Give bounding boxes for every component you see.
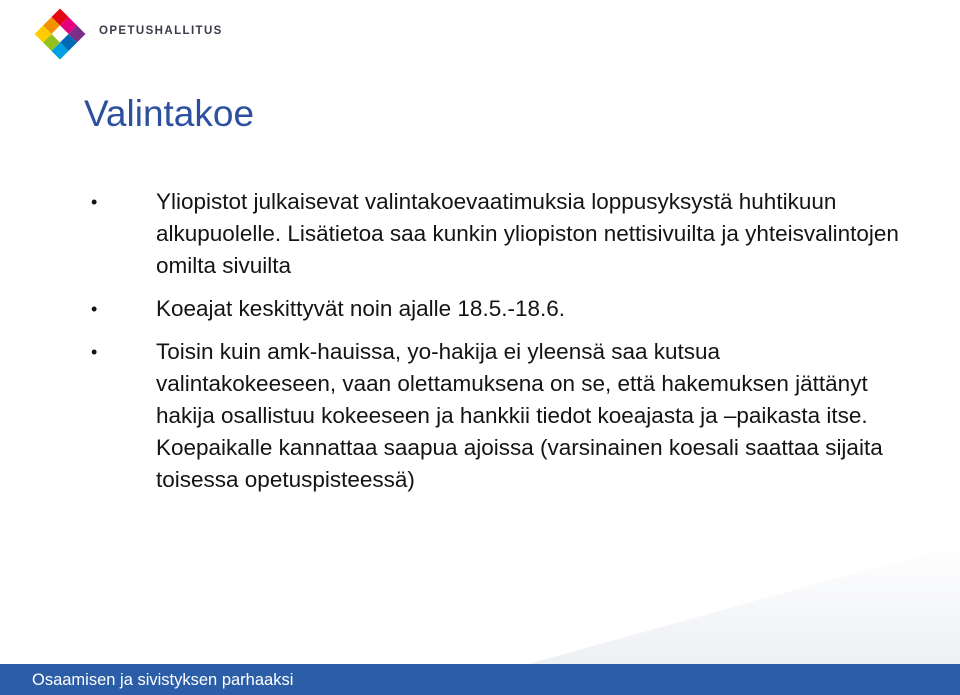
bullet-item: [0, 186, 960, 282]
logo: [32, 6, 88, 62]
bullet-list: [0, 186, 960, 507]
org-name: OPETUSHALLITUS: [99, 25, 223, 37]
bullet-text: Yliopistot julkaisevat valintakoevaatimuksia loppusyksystä huhtikuun alkupuolelle. Lisätietoa saa kunkin yliopiston nettisivuilta ja yhteisvalintojen omilta sivuilta: [156, 189, 899, 278]
bullet-dot: •: [91, 192, 98, 212]
bullet-text: Toisin kuin amk-hauissa, yo-hakija ei yleensä saa kutsua valintakokeeseen, vaan olettamuksena on se, että hakemuksen jättänyt hakija osallistuu kokeeseen ja hankkii tiedot koeajasta ja –paikasta itse. Koepaikalle kannattaa saapua ajoissa (varsinainen koesali saattaa sijaita toisessa opetuspisteessä): [156, 339, 883, 492]
footer-slogan: Osaamisen ja sivistyksen parhaaksi: [32, 671, 294, 689]
bullet-item: [0, 336, 960, 496]
footer-bar: [0, 664, 960, 695]
slide-title: Valintakoe: [84, 93, 255, 134]
footer-decoration: [0, 544, 960, 664]
bullet-dot: •: [91, 342, 98, 362]
diamond-logo-icon: [32, 6, 88, 62]
bullet-text: Koeajat keskittyvät noin ajalle 18.5.-18.6.: [156, 296, 565, 321]
bullet-dot: •: [91, 299, 98, 319]
bullet-item: [0, 293, 960, 325]
